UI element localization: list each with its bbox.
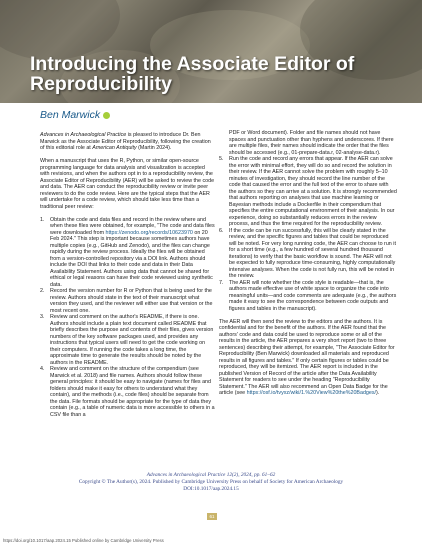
list-text: Review and comment on the author's README, if there is one. Authors should include a plain text document called README that briefly describes the purpose and contents of their files, gives version numbers of the key software packages used, and provides any instructions that typical users will need to get the code working on their computers. If running the code takes a long time, the approximate time to generate the results should be noted by the authors in the README. xyxy=(50,314,214,366)
author-name[interactable]: Ben Marwick xyxy=(40,109,101,121)
intro-text: is pleased to introduce Dr. Ben Marwick as the Associate Editor of Reproducibility, following the creation of this editorial role at xyxy=(40,132,211,151)
continued-span: PDF or Word document). Folder and file names should not have spaces and punctuation other than hyphens and underscores. If there are multiple files, their names should indicate the order that the files should be accessed (e.g., 01-prepare-data.r, 02-analyse-data.r). xyxy=(229,130,394,156)
closing-end: ). xyxy=(376,390,380,396)
right-column xyxy=(219,130,397,403)
list-text: Record the version number for R or Python that is being used for the review. Authors should state in the text of their manuscript what version they used, and the reviewer will either use that version or the most recent one. xyxy=(50,288,213,314)
list-text-cont: on 20 Feb 2024." This step is important because sometimes authors have multiple copies (e.g., GitHub and Zenodo), and the files can change rapidly during the review process. Ideally the files will be obtained from a version-controlled repository via a DOI link. Authors should include the DOI that links to their code and data in their Data Availability Statement. Authors using data that cannot be shared for ethical or legal reasons can have their code reviewed using synthetic data. xyxy=(50,229,213,288)
list-item xyxy=(40,288,215,314)
journal-citation: Advances in Archaeological Practice 12(2), 2024, pp. 61–62 xyxy=(146,472,276,478)
list-text: Review and comment on the structure of the compendium (see Marwick et al. 2018) and file names. Authors should follow these general principles: it should be easy to navigate (names for files and folders should make it easy for others to understand what they contain), and the methods (i.e., code files) should be separate from the data. File formats should be appropriate for the type of data they contain (e.g., a table of numeric data is more accessible to others in a CSV file than a xyxy=(50,366,215,418)
body-paragraph: When a manuscript that uses the R, Python, or similar open-source programming language for data analysis and visualization is accepted with revisions, and when the authors opt in to a reproducibility review, the Associate Editor of Reproducibility (AER) will be asked to review the code and data. The AER can conduct the reproducibility review or invite peer reviewers to do the code review. Here are the typical steps that the AER will undertake for a code review, which should take less time than a traditional peer review: xyxy=(40,158,215,210)
page-title: Introducing the Associate Editor of Reproducibility xyxy=(30,53,355,95)
list-number: 1. xyxy=(40,216,45,223)
orcid-icon[interactable] xyxy=(103,112,110,119)
list-item xyxy=(40,366,215,418)
list-item xyxy=(219,280,397,313)
list-number: 3. xyxy=(40,314,45,320)
continued-text xyxy=(219,130,397,156)
author-row xyxy=(40,108,110,122)
page-number: 61 xyxy=(207,513,217,520)
steps-list-2 xyxy=(219,156,397,312)
closing-paragraph xyxy=(219,319,397,397)
list-number: 5. xyxy=(219,156,224,162)
list-text: The AER will note whether the code style is readable—that is, the authors made effective use of white space to organize the code into meaningful units—and code comments are adequate (e.g., the authors made it easy to see the correspondence between code outputs and figures and tables in the manuscript). xyxy=(229,279,397,312)
steps-list xyxy=(40,217,215,419)
list-text: If the code can be run successfully, this will be clearly stated in the review, and the specific figures and tables that could be reproduced will be noted. For very long running code, the AER can choose to run it for a short time (e.g., a few hundred of several hundred thousand iterations) to verify that the basic workflow is sound. The AER will not be expected to fully reproduce time-consuming, highly computationally intensive analyses. When the code is not fully run, this will be noted in the review. xyxy=(229,227,396,279)
page-footer xyxy=(0,472,422,492)
list-item xyxy=(219,156,397,228)
journal-name: Advances in Archaeological Practice xyxy=(40,132,127,138)
list-number: 2. xyxy=(40,288,45,294)
closing-text: The AER will then send the review to the editors and the authors. It is confidential and for the benefit of the authors. If the AER found that the authors' code and data could be used to reproduce some or all of the results in the article, the AER prepares a very short report (two to three sentences) describing their attempt, for example, "The Associate Editor for Reproducibility (Ben Marwick) downloaded all materials and reproduced results in all figures and tables." If only certain figures or tables could be reproduced, they will be itemized. The AER report is included in the published Version of Record of the article after the Data Availability Statement for readers to see under the heading "Reproducibility Statement." The AER will also recommend an Open Data Badge for the article (see xyxy=(219,318,395,396)
list-text: Obtain the code and data files and record in the review where and when these files were obtained, for example, "The code and data files were downloaded from xyxy=(50,216,215,236)
intro-paragraph xyxy=(40,132,215,152)
doi-line[interactable]: DOI:10.1017/aap.2024.15 xyxy=(183,485,239,492)
intro-cite: (Martin 2024). xyxy=(136,145,172,151)
list-number: 7. xyxy=(219,279,224,286)
list-item xyxy=(219,228,397,280)
list-text: Run the code and record any errors that appear. If the AER can solve the error with minimal effort, they will do so and record the solution in their review. If the AER cannot solve the problem with roughly 5–10 minutes of investigation, they should record the line number of the code that caused the error and the full text of the error to share with the authors so they can arrive at a solution. It is strongly recommended that authors reporting on analyses that use machine learning or Bayesian methods include a Dockerfile in their compendium that specifies the entire computational environment of their analysis. In our experience, doing so substantially reduces errors in the review process, and thus the time required for the reproducibility review. xyxy=(229,156,397,227)
list-number: 4. xyxy=(40,366,45,372)
list-number: 6. xyxy=(219,227,224,234)
journal-name-2: American Antiquity xyxy=(92,145,137,151)
copyright-line: Copyright © The Author(s), 2024. Published by Cambridge University Press on behalf of Society for American Archaeology xyxy=(78,478,344,485)
list-item xyxy=(40,217,215,289)
zenodo-link[interactable]: https://zenodo.org/records/10623970 xyxy=(105,229,193,236)
osf-badges-link[interactable]: https://osf.io/tvyxz/wiki/1.%20View%20the%20Badges/ xyxy=(246,390,377,396)
list-item xyxy=(40,314,215,366)
doi-watermark[interactable]: https://doi.org/10.1017/aap.2024.15 Published online by Cambridge University Press xyxy=(3,538,164,543)
left-column xyxy=(40,132,215,418)
